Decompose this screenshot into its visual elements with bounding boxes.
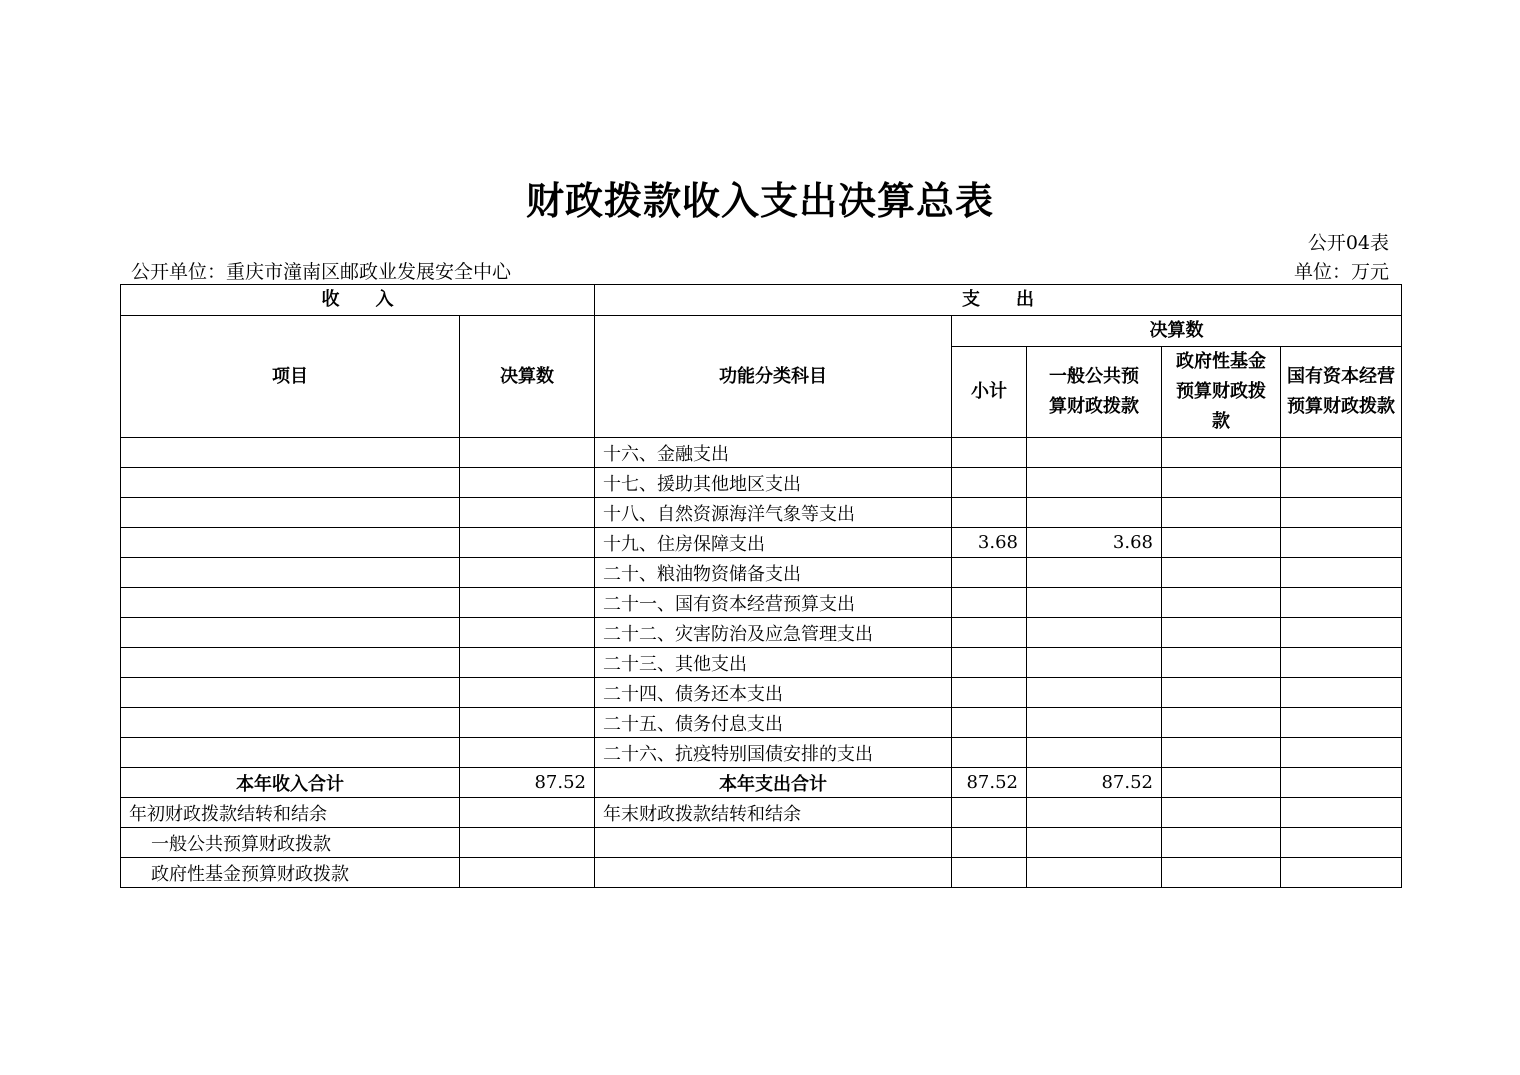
gov-fund-cell [1162,858,1281,888]
state-capital-header: 国有资本经营预算财政拨款 [1281,347,1402,438]
general-budget-cell [1027,468,1162,498]
gov-fund-cell [1162,528,1281,558]
form-number: 公开04表 [1307,232,1389,254]
table-row [121,618,1402,648]
func-subject-cell [595,828,952,858]
func-subject-cell: 二十一、国有资本经营预算支出 [595,588,952,618]
general-budget-cell [1027,738,1162,768]
general-budget-cell [1027,558,1162,588]
subtotal-cell [952,618,1027,648]
gov-fund-cell [1162,738,1281,768]
income-amount-cell [460,558,595,588]
general-budget-cell [1027,648,1162,678]
table-row [121,648,1402,678]
general-budget-cell: 3.68 [1027,528,1162,558]
func-subject-cell: 年末财政拨款结转和结余 [595,798,952,828]
subtotal-cell [952,558,1027,588]
state-capital-cell [1281,498,1402,528]
income-item-cell [121,558,460,588]
budget-table [120,284,1402,888]
table-row [121,588,1402,618]
state-capital-cell [1281,678,1402,708]
income-amount-cell [460,828,595,858]
page-title: 财政拨款收入支出决算总表 [525,178,994,223]
income-item-cell [121,648,460,678]
gov-fund-cell [1162,678,1281,708]
func-subject-cell: 十九、住房保障支出 [595,528,952,558]
table-row [121,678,1402,708]
gov-fund-cell [1162,438,1281,468]
income-total-amount: 87.52 [460,768,595,798]
state-capital-cell [1281,468,1402,498]
currency-unit: 单位：万元 [1293,261,1389,283]
general-budget-header: 一般公共预算财政拨款 [1027,347,1162,438]
income-amount-cell [460,528,595,558]
income-item-cell [121,708,460,738]
final-amount-header: 决算数 [952,316,1402,347]
subtotal-cell [952,648,1027,678]
gov-fund-cell [1162,708,1281,738]
table-row [121,558,1402,588]
func-subject-header: 功能分类科目 [595,316,952,438]
income-item-cell [121,588,460,618]
gov-fund-total [1162,768,1281,798]
table-row [121,468,1402,498]
expense-total-label: 本年支出合计 [595,768,952,798]
table-row [121,738,1402,768]
state-capital-cell [1281,828,1402,858]
item-header: 项目 [121,316,460,438]
general-budget-total: 87.52 [1027,768,1162,798]
header-row-2 [121,316,1402,347]
subtotal-cell [952,498,1027,528]
income-amount-cell [460,588,595,618]
subtotal-cell [952,468,1027,498]
func-subject-cell: 二十、粮油物资储备支出 [595,558,952,588]
income-item-cell [121,468,460,498]
amount-header: 决算数 [460,316,595,438]
state-capital-cell [1281,798,1402,828]
gov-fund-cell [1162,498,1281,528]
income-total-label: 本年收入合计 [121,768,460,798]
state-capital-cell [1281,588,1402,618]
subtotal-cell: 3.68 [952,528,1027,558]
gov-fund-cell [1162,558,1281,588]
income-item-cell [121,678,460,708]
subtotal-cell [952,708,1027,738]
state-capital-cell [1281,708,1402,738]
func-subject-cell: 二十五、债务付息支出 [595,708,952,738]
income-amount-cell [460,648,595,678]
gov-fund-cell [1162,648,1281,678]
general-budget-cell [1027,498,1162,528]
gov-fund-cell [1162,828,1281,858]
income-item-cell: 一般公共预算财政拨款 [121,828,460,858]
func-subject-cell: 二十三、其他支出 [595,648,952,678]
income-item-cell [121,618,460,648]
general-budget-cell [1027,618,1162,648]
subtotal-total: 87.52 [952,768,1027,798]
income-item-cell [121,438,460,468]
income-item-cell: 年初财政拨款结转和结余 [121,798,460,828]
general-budget-cell [1027,798,1162,828]
state-capital-total [1281,768,1402,798]
subtotal-cell [952,738,1027,768]
func-subject-cell: 十八、自然资源海洋气象等支出 [595,498,952,528]
subtotal-cell [952,588,1027,618]
table-row [121,798,1402,828]
gov-fund-cell [1162,588,1281,618]
state-capital-cell [1281,438,1402,468]
table-row [121,708,1402,738]
income-amount-cell [460,798,595,828]
subtotal-cell [952,438,1027,468]
table-row [121,528,1402,558]
general-budget-cell [1027,708,1162,738]
subtotal-cell [952,798,1027,828]
subtotal-cell [952,828,1027,858]
general-budget-cell [1027,678,1162,708]
func-subject-cell: 十七、援助其他地区支出 [595,468,952,498]
state-capital-cell [1281,858,1402,888]
subtotal-header: 小计 [952,347,1027,438]
state-capital-cell [1281,558,1402,588]
income-amount-cell [460,678,595,708]
state-capital-cell [1281,618,1402,648]
general-budget-cell [1027,858,1162,888]
gov-fund-cell [1162,798,1281,828]
income-amount-cell [460,858,595,888]
func-subject-cell: 二十四、债务还本支出 [595,678,952,708]
state-capital-cell [1281,738,1402,768]
income-item-cell [121,738,460,768]
func-subject-cell: 二十六、抗疫特别国债安排的支出 [595,738,952,768]
subtotal-cell [952,858,1027,888]
table-row [121,858,1402,888]
reporting-unit: 公开单位：重庆市潼南区邮政业发展安全中心 [131,261,512,283]
func-subject-cell: 二十二、灾害防治及应急管理支出 [595,618,952,648]
subtotal-cell [952,678,1027,708]
gov-fund-cell [1162,468,1281,498]
income-amount-cell [460,438,595,468]
gov-fund-header: 政府性基金预算财政拨款 [1162,347,1281,438]
income-amount-cell [460,618,595,648]
state-capital-cell [1281,528,1402,558]
general-budget-cell [1027,588,1162,618]
income-amount-cell [460,738,595,768]
table-row [121,438,1402,468]
general-budget-cell [1027,438,1162,468]
income-header: 收 入 [121,285,595,316]
state-capital-cell [1281,648,1402,678]
func-subject-cell: 十六、金融支出 [595,438,952,468]
expense-header: 支 出 [595,285,1402,316]
gov-fund-cell [1162,618,1281,648]
total-row [121,768,1402,798]
income-amount-cell [460,498,595,528]
header-row-1 [121,285,1402,316]
table-row [121,498,1402,528]
table-row [121,828,1402,858]
income-amount-cell [460,708,595,738]
income-amount-cell [460,468,595,498]
income-item-cell: 政府性基金预算财政拨款 [121,858,460,888]
income-item-cell [121,498,460,528]
func-subject-cell [595,858,952,888]
income-item-cell [121,528,460,558]
general-budget-cell [1027,828,1162,858]
